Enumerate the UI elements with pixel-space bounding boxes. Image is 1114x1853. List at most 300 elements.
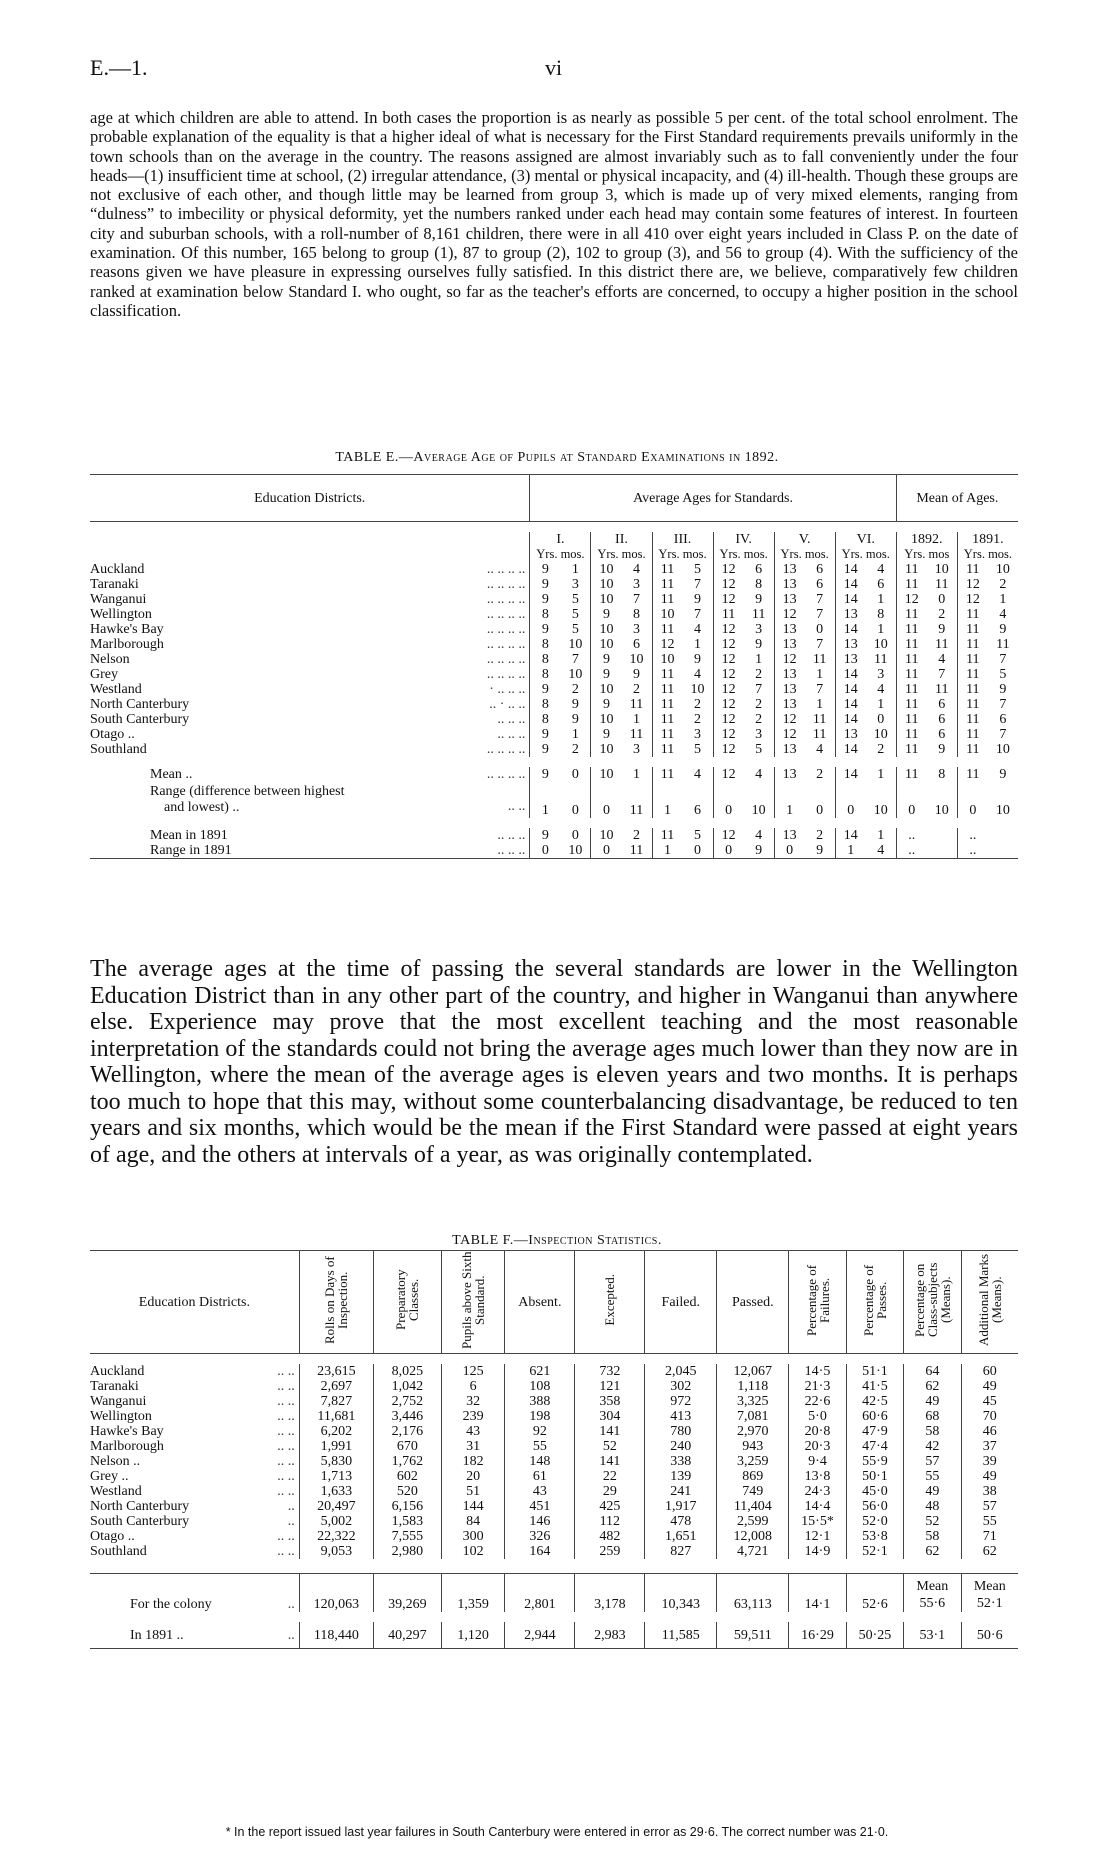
months-cell: 11	[629, 727, 644, 742]
leader-dots: .. .. .. ..	[486, 767, 526, 782]
months-cell: 9	[938, 622, 946, 637]
table-f-cell: 139	[645, 1469, 717, 1484]
years-cell: 10	[591, 767, 622, 782]
years-cell: ..	[896, 843, 927, 859]
months-cell: 1	[632, 712, 640, 727]
table-f-cell: 20·3	[789, 1439, 846, 1454]
leader-dots: .. ..	[277, 1424, 295, 1439]
table-f-cell: 6,156	[373, 1499, 441, 1514]
years-cell: 11	[652, 767, 683, 782]
years-cell: 13	[835, 652, 866, 667]
years-cell: 11	[896, 667, 927, 682]
district-name: Marlborough	[90, 637, 164, 652]
table-e-row-label	[90, 742, 530, 757]
table-e-unit-heading: Yrs. mos	[896, 547, 957, 562]
table-f-cell: 60·6	[846, 1409, 903, 1424]
years-cell: 11	[652, 697, 683, 712]
table-f-cell: 12,067	[717, 1364, 789, 1379]
years-cell: 11	[957, 682, 988, 697]
months-cell: 10	[690, 682, 705, 697]
table-e-blank	[90, 547, 530, 562]
months-cell: 6	[999, 712, 1007, 727]
table-f-caption-title: Inspection Statistics.	[528, 1233, 662, 1248]
table-f-cell: 2,176	[373, 1424, 441, 1439]
mean-value: 52·1	[976, 1596, 1003, 1611]
table-f-cell: 827	[645, 1544, 717, 1559]
table-f-cell: 478	[645, 1514, 717, 1529]
table-f-cell: 38	[961, 1484, 1018, 1499]
table-f-cell: 92	[505, 1424, 575, 1439]
table-e-row	[90, 637, 1018, 652]
leader-dots: .. .. .. ..	[486, 652, 526, 667]
months-cell: 5	[571, 622, 579, 637]
table-e-unit-heading: Yrs. mos.	[835, 547, 896, 562]
months-cell: 8	[877, 607, 885, 622]
years-cell: 13	[774, 742, 805, 757]
months-cell: 10	[873, 637, 888, 652]
months-cell: 9	[755, 592, 763, 607]
months-cell: 9	[755, 637, 763, 652]
range-label	[90, 782, 530, 818]
table-e-standard-heading: 1891.	[957, 532, 1018, 547]
table-f-header	[373, 1251, 441, 1354]
table-f-cell: 21·3	[789, 1379, 846, 1394]
years-cell: 13	[774, 767, 805, 782]
table-f-1891-cell: 40,297	[373, 1622, 441, 1649]
years-cell: 11	[896, 622, 927, 637]
table-f-cell: 52	[904, 1514, 961, 1529]
district-name: Southland	[90, 742, 147, 757]
table-f-cell: 55	[904, 1469, 961, 1484]
table-f-cell: 5,830	[299, 1454, 373, 1469]
table-f-cell: 388	[505, 1394, 575, 1409]
years-cell: 8	[530, 607, 561, 622]
table-f-header-text: Rolls on Days of Inspection.	[322, 1256, 351, 1344]
table-f-cell: 43	[505, 1484, 575, 1499]
table-f-colony-cell: 14·1	[789, 1574, 846, 1613]
table-f-cell: 2,980	[373, 1544, 441, 1559]
years-cell: 11	[652, 727, 683, 742]
table-f-cell: 42·5	[846, 1394, 903, 1409]
years-cell: 13	[774, 682, 805, 697]
table-f-cell: 48	[904, 1499, 961, 1514]
table-f-header	[575, 1251, 645, 1354]
table-e-row	[90, 607, 1018, 622]
months-cell: 7	[816, 607, 824, 622]
table-e-standard-heading: II.	[591, 532, 652, 547]
district-name: South Canterbury	[90, 1514, 190, 1529]
table-f-cell: 31	[441, 1439, 505, 1454]
table-f-cell: 20,497	[299, 1499, 373, 1514]
months-cell: 11	[812, 712, 827, 727]
months-cell: 7	[816, 637, 824, 652]
months-cell: 2	[816, 767, 824, 782]
table-f-row-label	[90, 1469, 299, 1484]
months-cell: 3	[877, 667, 885, 682]
months-cell: 1	[694, 637, 702, 652]
months-cell: 7	[816, 592, 824, 607]
table-f-cell: 71	[961, 1529, 1018, 1544]
years-cell: 8	[530, 712, 561, 727]
months-cell: 6	[632, 637, 640, 652]
years-cell: 11	[957, 637, 988, 652]
table-e-row	[90, 727, 1018, 742]
months-cell: 1	[877, 828, 885, 843]
table-f-cell: 13·8	[789, 1469, 846, 1484]
table-f-cell: 239	[441, 1409, 505, 1424]
table-f-cell: 50·1	[846, 1469, 903, 1484]
table-f-row-label	[90, 1409, 299, 1424]
table-e-row-label	[90, 712, 530, 727]
years-cell: 9	[530, 727, 561, 742]
table-f-row-label	[90, 1544, 299, 1559]
leader-dots: .. .. .. ..	[486, 607, 526, 622]
table-f-cell: 326	[505, 1529, 575, 1544]
years-cell: 11	[896, 767, 927, 782]
months-cell: 6	[938, 712, 946, 727]
months-cell: 10	[560, 843, 591, 859]
table-f-row	[90, 1364, 1018, 1379]
months-cell: 9	[694, 652, 702, 667]
table-f-header	[717, 1251, 789, 1354]
years-cell: 10	[591, 712, 622, 727]
table-f-cell: 49	[961, 1469, 1018, 1484]
district-name: Grey ..	[90, 1469, 129, 1484]
years-cell: 0	[774, 843, 805, 859]
months-cell: 4	[877, 682, 885, 697]
table-f-cell: 780	[645, 1424, 717, 1439]
district-name: Nelson ..	[90, 1454, 141, 1469]
years-cell: 11	[957, 622, 988, 637]
table-f-cell: 14·5	[789, 1364, 846, 1379]
years-cell: 1	[652, 843, 683, 859]
table-f-cell: 47·9	[846, 1424, 903, 1439]
years-cell: 11	[652, 577, 683, 592]
table-f-row	[90, 1469, 1018, 1484]
table-f-header	[505, 1251, 575, 1354]
table-f-cell: 62	[904, 1544, 961, 1559]
district-name: Otago ..	[90, 727, 135, 742]
table-f-cell: 670	[373, 1439, 441, 1454]
years-cell: 13	[774, 622, 805, 637]
years-cell: 8	[530, 667, 561, 682]
table-e-row-label	[90, 667, 530, 682]
table-e-row	[90, 592, 1018, 607]
months-cell: 4	[632, 562, 640, 577]
months-cell: 11	[935, 682, 949, 697]
months-cell: 9	[571, 697, 579, 712]
table-f-header	[645, 1251, 717, 1354]
table-f-cell: 943	[717, 1439, 789, 1454]
months-cell: 7	[632, 592, 640, 607]
district-name: Otago ..	[90, 1529, 135, 1544]
table-e-row-label	[90, 697, 530, 712]
months-cell: 10	[568, 667, 583, 682]
years-cell: 10	[652, 607, 683, 622]
district-name: Mean in 1891	[150, 828, 228, 843]
months-cell: 6	[816, 562, 824, 577]
table-f-row-label	[90, 1394, 299, 1409]
months-cell: 2	[938, 607, 946, 622]
footnote: * In the report issued last year failures in South Canterbury were entered in error as 29·6. The correct number was 21·0.	[225, 1825, 889, 1839]
table-f-cell: 146	[505, 1514, 575, 1529]
months-cell: 2	[755, 697, 763, 712]
table-f-cell: 49	[961, 1379, 1018, 1394]
months-cell: 4	[694, 622, 702, 637]
years-cell: 14	[835, 828, 866, 843]
months-cell	[988, 843, 1018, 859]
months-cell: 0	[683, 843, 714, 859]
years-cell: 9	[530, 742, 561, 757]
table-f-cell: 1,118	[717, 1379, 789, 1394]
table-f-cell: 148	[505, 1454, 575, 1469]
table-f-row-label	[90, 1454, 299, 1469]
months-cell: 4	[694, 667, 702, 682]
months-cell: 2	[999, 577, 1007, 592]
months-cell: 11	[873, 652, 888, 667]
years-cell: 12	[774, 652, 805, 667]
table-f-cell: 20	[441, 1469, 505, 1484]
months-cell: 6	[816, 577, 824, 592]
table-f-cell: 23,615	[299, 1364, 373, 1379]
page-header-left: E.—1.	[90, 55, 148, 80]
months-cell: 11	[996, 637, 1010, 652]
table-f-cell: 55	[961, 1514, 1018, 1529]
district-name: Auckland	[90, 1364, 145, 1379]
years-cell: 10	[591, 742, 622, 757]
table-e-row-label	[90, 767, 530, 782]
table-f-row-label	[90, 1484, 299, 1499]
leader-dots: .. ..	[277, 1484, 295, 1499]
months-cell: 11	[935, 637, 949, 652]
table-f-cell: 3,325	[717, 1394, 789, 1409]
table-f-cell: 4,721	[717, 1544, 789, 1559]
table-e-unit-heading: Yrs. mos.	[957, 547, 1018, 562]
table-f-cell: 482	[575, 1529, 645, 1544]
years-cell: 14	[835, 697, 866, 712]
table-f-colony-cell: 1,359	[441, 1574, 505, 1613]
years-cell: 10	[591, 562, 622, 577]
table-f-header-text: Passed.	[731, 1294, 774, 1310]
years-cell: 14	[835, 577, 866, 592]
years-cell: 10	[591, 682, 622, 697]
leader-dots: .. .. ..	[497, 712, 526, 727]
table-f-cell: 55·9	[846, 1454, 903, 1469]
table-f-cell: 144	[441, 1499, 505, 1514]
table-e-unit-heading: Yrs. mos.	[530, 547, 591, 562]
table-f-header-text: Percentage on Class-subjects (Means).	[911, 1262, 953, 1338]
years-cell: 14	[835, 592, 866, 607]
table-e-unit-heading: Yrs. mos.	[591, 547, 652, 562]
table-f-cell: 2,697	[299, 1379, 373, 1394]
district-name: Taranaki	[90, 1379, 139, 1394]
years-cell: 0	[713, 843, 744, 859]
months-cell: 1	[999, 592, 1007, 607]
months-cell: 4	[694, 767, 702, 782]
colony-label	[90, 1574, 299, 1613]
leader-dots: .. ..	[277, 1469, 295, 1484]
years-cell: 9	[591, 652, 622, 667]
table-f-1891-cell: 50·6	[961, 1622, 1018, 1649]
years-cell: 12	[713, 727, 744, 742]
years-cell: 14	[835, 712, 866, 727]
leader-dots: .. .. .. ..	[486, 562, 526, 577]
months-cell: 5	[755, 742, 763, 757]
table-f-cell: 358	[575, 1394, 645, 1409]
table-e-row	[90, 682, 1018, 697]
years-cell: 12	[713, 697, 744, 712]
months-cell: 5	[571, 592, 579, 607]
table-e-blank	[90, 532, 530, 547]
table-f-colony-mean-cell	[961, 1574, 1018, 1613]
table-e	[90, 474, 1018, 859]
table-f-header-text: Excepted.	[602, 1274, 618, 1326]
table-f-header	[441, 1251, 505, 1354]
leader-dots: .. .. .. ..	[486, 667, 526, 682]
table-f-cell: 45	[961, 1394, 1018, 1409]
months-cell: 0	[938, 592, 946, 607]
years-cell: 9	[591, 667, 622, 682]
table-f-cell: 37	[961, 1439, 1018, 1454]
table-f-cell: 49	[904, 1484, 961, 1499]
years-cell: 11	[652, 712, 683, 727]
table-f-header	[846, 1251, 903, 1354]
months-cell: 2	[877, 742, 885, 757]
table-e-row-label	[90, 828, 530, 843]
months-cell: 11	[629, 803, 644, 818]
leader-dots: .. ..	[507, 799, 526, 814]
years-cell: 11	[957, 727, 988, 742]
months-cell: 9	[744, 843, 775, 859]
years-cell: 0	[957, 782, 988, 818]
years-cell: 12	[957, 592, 988, 607]
table-e-standard-heading: IV.	[713, 532, 774, 547]
table-e-row-label	[90, 637, 530, 652]
table-f-header-text: Percentage of Failures.	[803, 1264, 832, 1336]
years-cell: 11	[957, 742, 988, 757]
months-cell: 7	[755, 682, 763, 697]
table-e-row-label	[90, 652, 530, 667]
months-cell: 1	[877, 622, 885, 637]
months-cell: 9	[694, 592, 702, 607]
table-f-cell: 2,045	[645, 1364, 717, 1379]
years-cell: 12	[713, 562, 744, 577]
years-cell: 12	[774, 712, 805, 727]
years-cell: 12	[774, 727, 805, 742]
table-e-row	[90, 577, 1018, 592]
table-e-unit-heading: Yrs. mos.	[652, 547, 713, 562]
years-cell: 14	[835, 667, 866, 682]
table-f-header-text: Percentage of Passes.	[860, 1264, 889, 1336]
table-f-cell: 43	[441, 1424, 505, 1439]
district-name: Range in 1891	[150, 843, 232, 858]
district-name: Hawke's Bay	[90, 622, 164, 637]
years-cell: 12	[713, 577, 744, 592]
district-name: Grey	[90, 667, 118, 682]
table-e-row-label	[90, 843, 530, 859]
table-f-cell: 51	[441, 1484, 505, 1499]
table-f-row-label	[90, 1514, 299, 1529]
years-cell: 8	[530, 637, 561, 652]
years-cell: 12	[774, 607, 805, 622]
table-f-cell: 1,042	[373, 1379, 441, 1394]
months-cell: 10	[934, 803, 949, 818]
year-1891-label-text: In 1891 ..	[130, 1627, 184, 1643]
months-cell: 9	[805, 843, 836, 859]
colony-label-text: For the colony	[130, 1597, 212, 1612]
page-number: vi	[545, 55, 563, 80]
months-cell: 10	[751, 803, 766, 818]
years-cell: 9	[591, 607, 622, 622]
months-cell: 10	[873, 727, 888, 742]
years-cell: 13	[835, 607, 866, 622]
months-cell: 3	[632, 742, 640, 757]
table-f-colony-cell: 3,178	[575, 1574, 645, 1613]
months-cell: 4	[755, 828, 763, 843]
leader-dots: .. .. ..	[497, 727, 526, 742]
table-e-standard-heading: V.	[774, 532, 835, 547]
table-f-cell: 5·0	[789, 1409, 846, 1424]
leader-dots: .. .. .. ..	[486, 637, 526, 652]
table-f-cell: 3,446	[373, 1409, 441, 1424]
table-e-row-label	[90, 577, 530, 592]
table-f-cell: 52	[575, 1439, 645, 1454]
table-e-row-label	[90, 592, 530, 607]
table-e-row	[90, 562, 1018, 577]
years-cell: 10	[591, 622, 622, 637]
years-cell: 9	[530, 767, 561, 782]
district-name: Taranaki	[90, 577, 139, 592]
months-cell: 0	[571, 803, 579, 818]
years-cell: 0	[713, 782, 744, 818]
years-cell: 8	[530, 697, 561, 712]
table-f-1891-cell: 11,585	[645, 1622, 717, 1649]
months-cell: 4	[938, 652, 946, 667]
table-f-cell: 164	[505, 1544, 575, 1559]
months-cell: 5	[694, 742, 702, 757]
years-cell: 11	[896, 727, 927, 742]
table-f	[90, 1250, 1018, 1649]
table-f-cell: 12·1	[789, 1529, 846, 1544]
table-f-cell: 14·4	[789, 1499, 846, 1514]
table-e-caption-prefix: TABLE E.—	[335, 450, 414, 465]
mean-value: 55·6	[919, 1596, 946, 1611]
months-cell: 10	[995, 803, 1010, 818]
table-f-cell: 52·0	[846, 1514, 903, 1529]
district-name: Southland	[90, 1544, 147, 1559]
months-cell: 1	[816, 667, 824, 682]
years-cell: 11	[652, 592, 683, 607]
years-cell: 11	[896, 697, 927, 712]
leader-dots: .. .. .. ..	[486, 742, 526, 757]
table-f-row	[90, 1499, 1018, 1514]
years-cell: 9	[530, 828, 561, 843]
table-f-row	[90, 1529, 1018, 1544]
table-e-row	[90, 652, 1018, 667]
table-f-row	[90, 1454, 1018, 1469]
table-f-cell: 49	[904, 1394, 961, 1409]
months-cell: 7	[694, 607, 702, 622]
leader-dots: .. ..	[277, 1544, 295, 1559]
months-cell: 6	[938, 697, 946, 712]
months-cell	[927, 843, 958, 859]
table-f-cell: 259	[575, 1544, 645, 1559]
table-f-colony-cell: 2,801	[505, 1574, 575, 1613]
table-e-row	[90, 622, 1018, 637]
months-cell: 5	[571, 607, 579, 622]
months-cell: 2	[816, 828, 824, 843]
years-cell: 11	[713, 607, 744, 622]
